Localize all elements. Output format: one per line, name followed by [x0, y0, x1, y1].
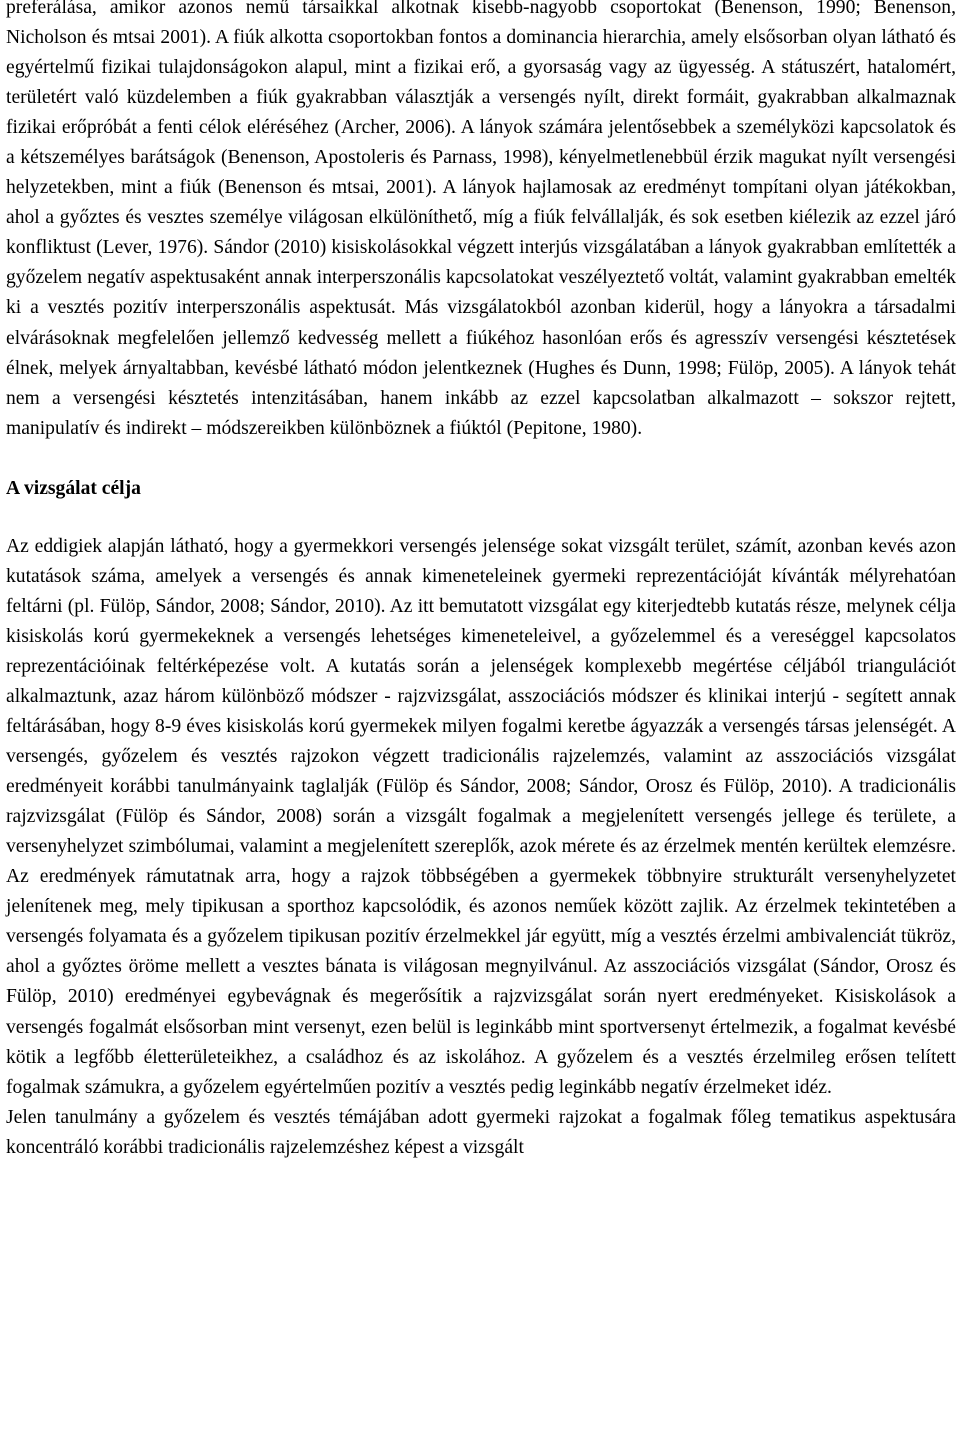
body-paragraph-1: preferálása, amikor azonos nemű társaikkal alkotnak kisebb-nagyobb csoportokat (Benenson, 1990; Benenson, Nicholson és mtsai 2001). A fiúk alkotta csoportokban fontos a dominancia hierarchia, amely elsősorban olyan látható és egyértelmű fizikai tulajdonságokon alapul, mint a fizikai erő, a gyorsaság vagy az ügyesség. A státuszért, hatalomért, területért való küzdelemben a fiúk gyakrabban választják a versengés nyílt, direkt formáit, gyakrabban alkalmaznak fizikai erőpróbát a fenti célok eléréséhez (Archer, 2006). A lányok számára jelentősebbek a személyközi kapcsolatok és a kétszemélyes barátságok (Benenson, Apostoleris és Parnass, 1998), kényelmetlenebbül érzik magukat nyílt versengési helyzetekben, mint a fiúk (Benenson és mtsai, 2001). A lányok hajlamosak az eredményt tompítani olyan játékokban, ahol a győztes és vesztes személye világosan elkülöníthető, míg a fiúk felvállalják, és sok esetben kiélezik az ezzel járó konfliktust (Lever, 1976). Sándor (2010) kisiskolásokkal végzett interjús vizsgálatában a lányok gyakrabban említették a győzelem negatív aspektusaként annak interperszonális kapcsolatokat veszélyeztető voltát, valamint gyakrabban emelték ki a vesztés pozitív interperszonális aspektusát. Más vizsgálatokból azonban kiderül, hogy a lányokra a társadalmi elvárásoknak megfelelően jellemző kedvesség mellett a fiúkéhoz hasonlóan erős és agresszív versengési késztetések élnek, melyek árnyaltabban, kevésbé látható módon jelentkeznek (Hughes és Dunn, 1998; Fülöp, 2005). A lányok tehát nem a versengési késztetés intenzitásában, hanem inkább az ezzel kapcsolatban alkalmazott – sokszor rejtett, manipulatív és indirekt – módszereikben különböznek a fiúktól (Pepitone, 1980).: [6, 0, 956, 439]
section-heading: A vizsgálat célja: [6, 477, 141, 499]
paragraph-spacer: [6, 504, 956, 532]
paragraph-spacer: [6, 444, 956, 474]
body-paragraph-2: Az eddigiek alapján látható, hogy a gyermekkori versengés jelensége sokat vizsgált terület, számít, azonban kevés azon kutatások száma, amelyek a versengés és annak kimeneteleinek gyermeki reprezentációját kívánták mélyrehatóan feltárni (pl. Fülöp, Sándor, 2008; Sándor, 2010). Az itt bemutatott vizsgálat egy kiterjedtebb kutatás része, melynek célja kisiskolás korú gyermekeknek a versengés lehetséges kimeneteleivel, a győzelemmel és a vereséggel kapcsolatos reprezentációinak feltérképezése volt. A kutatás során a jelenségek komplexebb megértése céljából triangulációt alkalmaztunk, azaz három különböző módszer - rajzvizsgálat, asszociációs módszer és klinikai interjú - segített annak feltárásában, hogy 8-9 éves kisiskolás korú gyermekek milyen fogalmi keretbe ágyazzák a versengés társas jelenségét. A versengés, győzelem és vesztés rajzokon végzett tradicionális rajzelemzés, valamint az asszociációs vizsgálat eredményeit korábbi tanulmányaink taglalják (Fülöp és Sándor, 2008; Sándor, Orosz és Fülöp, 2010). A tradicionális rajzvizsgálat (Fülöp és Sándor, 2008) során a vizsgált fogalmak a megjelenített versengés jellege és területe, a versenyhelyzet szimbólumai, valamint a megjelenített szereplők, azok mérete és az érzelmek mentén kerültek elemzésre. Az eredmények rámutatnak arra, hogy a rajzok többségében a gyermekek többnyire strukturált versenyhelyzetet jelenítenek meg, mely tipikusan a sporthoz kapcsolódik, és azonos neműek között zajlik. Az érzelmek tekintetében a versengés folyamata és a győzelem tipikusan pozitív érzelmekkel jár együtt, míg a vesztés érzelmi ambivalenciát tükröz, ahol a győztes öröme mellett a vesztes bánata is világosan megnyilvánul. Az asszociációs vizsgálat (Sándor, Orosz és Fülöp, 2010) eredményei egybevágnak és megerősítik a rajzvizsgálat során nyert eredményeket. Kisiskolások a versengés fogalmát elsősorban mint versenyt, ezen belül is leginkább mint sportversenyt értelmezik, a fogalmat kevésbé kötik a legfőbb életterületeikhez, a családhoz és az iskolához. A győzelem és a vesztés érzelmileg erősen telített fogalmak számukra, a győzelem egyértelműen pozitív a vesztés pedig leginkább negatív érzelmeket idéz.: [6, 535, 956, 1098]
body-paragraph-3: Jelen tanulmány a győzelem és vesztés témájában adott gyermeki rajzokat a fogalmak főleg tematikus aspektusára koncentráló korábbi tradicionális rajzelemzéshez képest a vizsgált: [6, 1106, 956, 1158]
document-page: [6, 0, 956, 1163]
